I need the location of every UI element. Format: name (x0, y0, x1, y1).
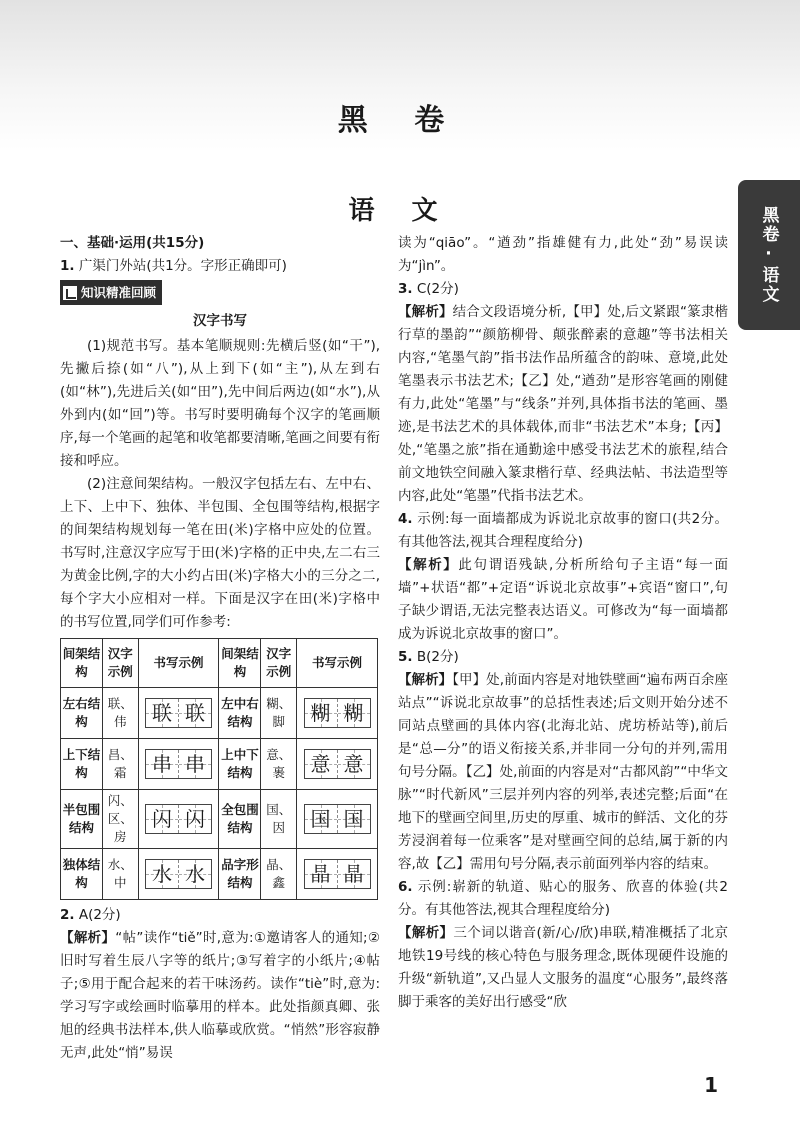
sample-char: 闪 (152, 806, 172, 831)
sample-char: 晶 (343, 861, 364, 886)
sample-char: 国 (343, 806, 364, 831)
structure-cell: 半包围结构 (61, 789, 103, 848)
table-header: 书写示例 (138, 638, 219, 687)
table-header: 间架结构 (61, 638, 103, 687)
analysis-5 (398, 669, 728, 876)
structure-cell: 左中右结构 (219, 687, 261, 738)
side-tab: 黑卷·语文 (738, 180, 800, 330)
analysis-text: 结合文段语境分析,【甲】处,后文紧跟“篆隶楷行草的墨韵”“颜筋柳骨、颠张醉素的意趣”等书法相关内容,“笔墨气韵”指书法作品所蕴含的韵味、意境,此处笔墨表示书法艺术;【乙】处,“遒劲”是形容笔画的刚健有力,此处“笔墨”与“线条”并列,具体指书法的笔画、墨迹,是书法艺术的具体载体,而非“书法艺术”本身;【丙】处,“笔墨之旅”指在通勤途中感受书法艺术的旅程,结合前文地铁空间融入篆隶楷行草、经典法帖、书法造型等内容,此处“笔墨”代指书法艺术。 (398, 304, 729, 504)
sub-title: 汉字书写 (193, 312, 247, 329)
analysis-6 (398, 922, 728, 1014)
examples-cell: 国、因 (261, 789, 297, 848)
analysis-tag: 【解析】 (60, 929, 116, 946)
sample-cell (138, 789, 219, 848)
sample-cell (297, 848, 378, 899)
sample-char: 闪 (185, 806, 205, 831)
sample-cell (297, 789, 378, 848)
question-number: 1. (60, 258, 75, 274)
sample-cell (138, 738, 219, 789)
sample-char: 水 (152, 861, 172, 886)
analysis-tag: 【解析】 (398, 557, 459, 573)
examples-cell: 闪、区、房 (102, 789, 138, 848)
table-header-row (61, 638, 378, 687)
subject-title: 语 文 (348, 196, 452, 226)
sample-char: 联 (152, 700, 172, 725)
table-row (61, 848, 378, 899)
sample-char: 串 (152, 751, 172, 776)
sample-char: 糊 (310, 700, 331, 725)
sample-char: 联 (185, 700, 205, 725)
question-number: 3. (398, 281, 413, 297)
analysis-4 (398, 554, 728, 646)
question-1 (60, 255, 380, 278)
examples-cell: 联、伟 (102, 687, 138, 738)
page-number: 1 (704, 1073, 718, 1097)
answer-head: C(2分) (416, 281, 459, 297)
sample-char: 晶 (310, 861, 331, 886)
analysis-2 (60, 927, 380, 1065)
examples-cell: 意、裹 (261, 738, 297, 789)
answer-head: A(2分) (78, 906, 121, 923)
right-column (398, 232, 728, 1014)
structure-cell: 上中下结构 (219, 738, 261, 789)
continued-text: 读为“qiāo”。“遒劲”指雄健有力,此处“劲”易误读为“jìn”。 (398, 235, 728, 274)
question-number: 2. (60, 906, 75, 923)
table-header: 书写示例 (297, 638, 378, 687)
examples-cell: 水、中 (102, 848, 138, 899)
header-title: 黑 卷 (337, 103, 463, 138)
section-heading: 一、基础·运用(共15分) (60, 235, 205, 251)
table-header: 间架结构 (219, 638, 261, 687)
sample-char: 串 (185, 751, 205, 776)
answer-head: 示例:每一面墙都成为诉说北京故事的窗口(共2分。有其他答法,视其合理程度给分) (398, 511, 729, 550)
sample-char: 水 (185, 861, 205, 886)
analysis-text: 三个词以谐音(新/心/欣)串联,精准概括了北京地铁19号线的核心特色与服务理念,既体现硬件设施的升级“新轨道”,又凸显人文服务的温度“心服务”,最终落脚于乘客的美好出行感受“欣 (398, 925, 729, 1010)
sample-char: 意 (343, 751, 364, 776)
sample-char: 意 (310, 751, 331, 776)
paragraph-1: (1)规范书写。基本笔顺规则:先横后竖(如“干”),先撇后捺(如“八”),从上到下(如“主”),从左到右(如“林”),先进后关(如“田”),先中间后两边(如“水”),从外到内(如“回”)等。书写时要明确每个汉字的笔画顺序,每一个笔画的起笔和收笔都要清晰,笔画之间要有衔接和呼应。 (60, 337, 380, 469)
structure-cell: 上下结构 (61, 738, 103, 789)
left-column (60, 232, 380, 1065)
analysis-tag: 【解析】 (398, 925, 454, 941)
sample-cell (297, 687, 378, 738)
review-badge (60, 280, 162, 305)
paragraph-2: (2)注意间架结构。一般汉字包括左右、左中右、上下、上中下、独体、半包围、全包围等结构,根据字的间架结构规划每一笔在田(米)字格中应处的位置。书写时,注意汉字应写于田(米)字格的正中央,左二右三为黄金比例,字的大小约占田(米)字格大小的三分之二,每个字大小应相对一样。下面是汉字在田(米)字格中的书写位置,同学们可作参考: (60, 475, 380, 630)
sample-cell (138, 848, 219, 899)
question-6 (398, 876, 728, 922)
review-icon (63, 286, 77, 300)
structure-cell: 独体结构 (61, 848, 103, 899)
analysis-tag: 【解析】 (398, 672, 453, 688)
structure-table (60, 638, 378, 900)
analysis-text: 【甲】处,前面内容是对地铁壁画“遍布两百余座站点”“诉说北京故事”的总括性表述;后文则开始分述不同站点壁画的具体内容(北海北站、虎坊桥站等),前后是“总—分”的语义衔接关系,并非同一分句的并列,需用句号分隔。【乙】处,前面的内容是对“古都风韵”“中华文脉”“时代新风”三层并列内容的列举,表述完整;后面“在地下的壁画空间里,历史的厚重、城市的鲜活、文化的芬芳浸润着每一位乘客”是对壁画空间的总结,属于新的内容,故【乙】需用句号分隔,表示前面列举内容的结束。 (398, 672, 728, 872)
analysis-text: “帖”读作“tiě”时,意为:①邀请客人的通知;②旧时写着生辰八字等的纸片;③写着字的小纸片;④帖子;⑤用于配合起来的若干味汤药。读作“tiè”时,意为:学习写字或绘画时临摹用的样本。此处指颜真卿、张旭的经典书法样本,供人临摹或欣赏。“悄然”形容寂静无声,此处“悄”易误 (60, 929, 380, 1061)
answer-head: B(2分) (416, 649, 459, 665)
answer-head: 示例:崭新的轨道、贴心的服务、欣喜的体验(共2分。有其他答法,视其合理程度给分) (398, 879, 728, 918)
question-number: 4. (398, 511, 413, 527)
question-number: 5. (398, 649, 413, 665)
review-label: 知识精准回顾 (81, 285, 157, 300)
table-header: 汉字示例 (102, 638, 138, 687)
examples-cell: 糊、脚 (261, 687, 297, 738)
question-5 (398, 646, 728, 669)
examples-cell: 晶、鑫 (261, 848, 297, 899)
analysis-tag: 【解析】 (398, 304, 453, 320)
structure-cell: 品字形结构 (219, 848, 261, 899)
table-row (61, 738, 378, 789)
question-4 (398, 508, 728, 554)
analysis-3 (398, 301, 728, 508)
question-number: 6. (398, 879, 413, 895)
sample-char: 糊 (343, 700, 364, 725)
table-row (61, 687, 378, 738)
sample-char: 国 (310, 806, 331, 831)
sample-cell (297, 738, 378, 789)
analysis-text: 此句谓语残缺,分析所给句子主语“每一面墙”+状语“都”+定语“诉说北京故事”+宾语“窗口”,句子缺少谓语,无法完整表达语义。可修改为“每一面墙都成为诉说北京故事的窗口”。 (398, 557, 728, 642)
table-header: 汉字示例 (261, 638, 297, 687)
structure-cell: 全包围结构 (219, 789, 261, 848)
table-row (61, 789, 378, 848)
examples-cell: 昌、霜 (102, 738, 138, 789)
structure-cell: 左右结构 (61, 687, 103, 738)
question-3 (398, 278, 728, 301)
question-2 (60, 904, 380, 927)
question-text: 广渠门外站(共1分。字形正确即可) (78, 258, 287, 274)
sample-cell (138, 687, 219, 738)
